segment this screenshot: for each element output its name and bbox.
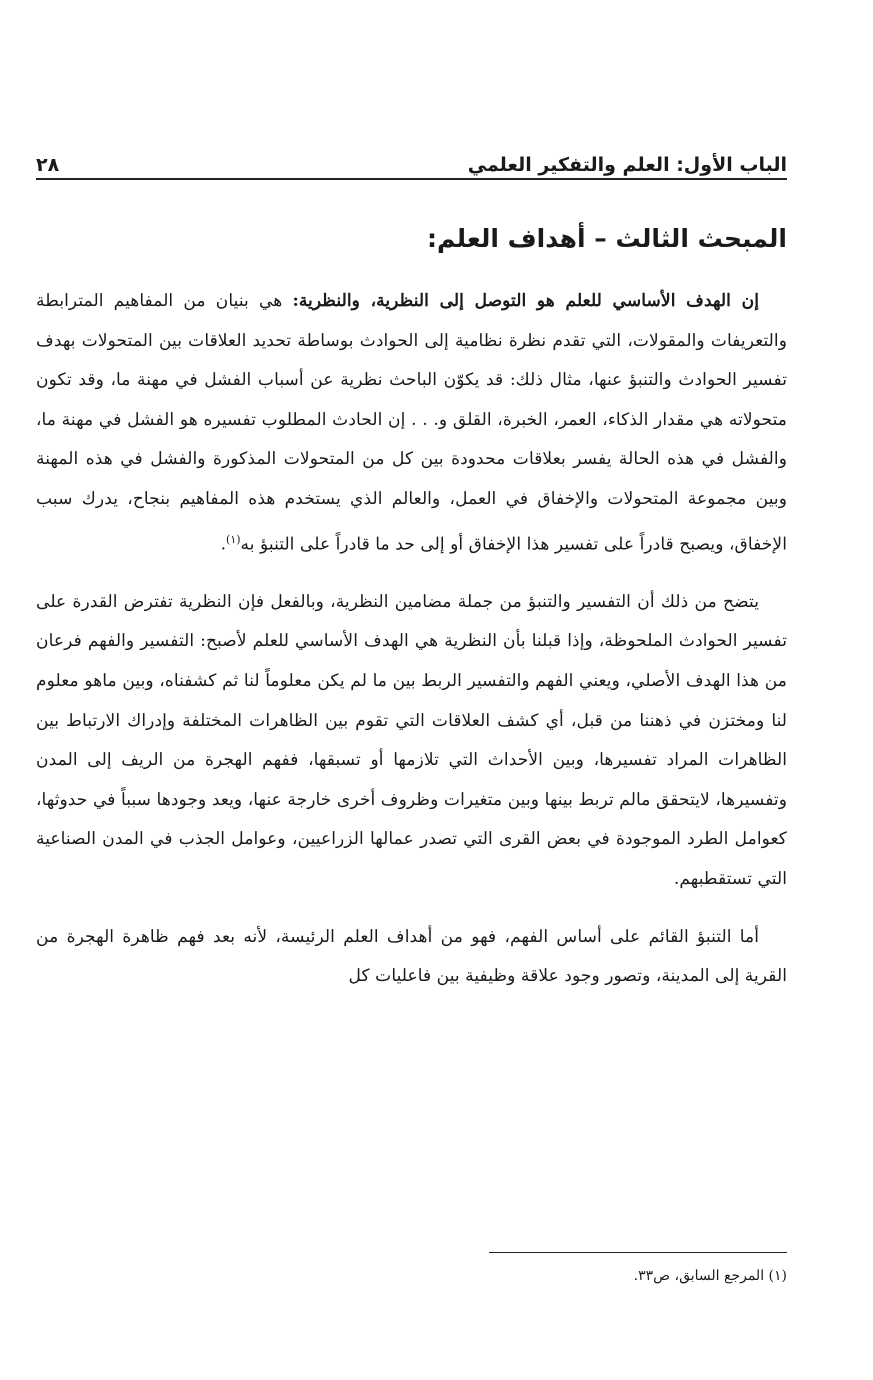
footnote: (١) المرجع السابق، ص٣٣. [633,1268,787,1284]
footnote-reference: (١) [226,532,241,546]
paragraph-1 [36,282,787,565]
paragraph-1-end: . [220,534,227,555]
running-header [36,138,787,180]
paragraph-3: أما التنبؤ القائم على أساس الفهم، فهو من أهداف العلم الرئيسة، لأنه بعد فهم ظاهرة الهجرة من القرية إلى المدينة، وتصور وجود علاقة وظيفية بين فاعليات كل [36,926,787,987]
chapter-title: الباب الأول: العلم والتفكير العلمي [467,154,787,176]
paragraph-2: يتضح من ذلك أن التفسير والتنبؤ من جملة مضامين النظرية، وبالفعل فإن النظرية تفترض القدرة على تفسير الحوادث الملحوظة، وإذا قبلنا بأن النظرية هي الهدف الأساسي للعلم لأصبح: التفسير والفهم فرعان من هذا الهدف الأصلي، ويعني الفهم والتفسير الربط بين ما لم يكن معلوماً لنا ثم كشفناه، وبين ماهو معلوم لنا ومختزن في ذهننا من قبل، أي كشف العلاقات التي تقوم بين الظاهرات المختلفة وإدراك الارتباط بين الظاهرات المراد تفسيرها، وبين الأحداث التي تلازمها أو تسبقها، ففهم الهجرة من الريف إلى المدن وتفسيرها، لايتحقق مالم تربط بينها وبين متغيرات وظروف أخرى خارجة عنها، ويعد وجودها سبباً في حدوثها، كعوامل الطرد الموجودة في بعض القرى التي تصدر عمالها الزراعيين، وعوامل الجذب في المدن الصناعية التي تستقطبهم. [36,591,787,890]
body-text [36,282,787,1015]
page-number: ٢٨ [36,154,60,176]
section-heading: المبحث الثالث – أهداف العلم: [427,224,787,253]
paragraph-1-body: هي بنيان من المفاهيم المترابطة والتعريفات والمقولات، التي تقدم نظرة نظامية إلى الحوادث بوساطة تحديد العلاقات بين المتحولات بهدف تفسير الحوادث والتنبؤ عنها، مثال ذلك: قد يكوّن الباحث نظرية عن أسباب الفشل في مهنة ما، وقد تكون متحولاته هي مقدار الذكاء، العمر، الخبرة، القلق و. . . إن الحادث المطلوب تفسيره هو الفشل في مهنة ما، والفشل في هذه الحالة يفسر بعلاقات محدودة بين كل من المتحولات المذكورة والفشل في هذه المهنة وبين مجموعة المتحولات والإخفاق في العمل، والعالم الذي يستخدم هذه المفاهيم بنجاح، يدرك سبب الإخفاق، ويصبح قادراً على تفسير هذا الإخفاق أو إلى حد ما قادراً على التنبؤ به [36,291,787,555]
footnote-divider [489,1252,787,1253]
paragraph-1-lead: إن الهدف الأساسي للعلم هو التوصل إلى النظرية، والنظرية: [292,291,759,311]
